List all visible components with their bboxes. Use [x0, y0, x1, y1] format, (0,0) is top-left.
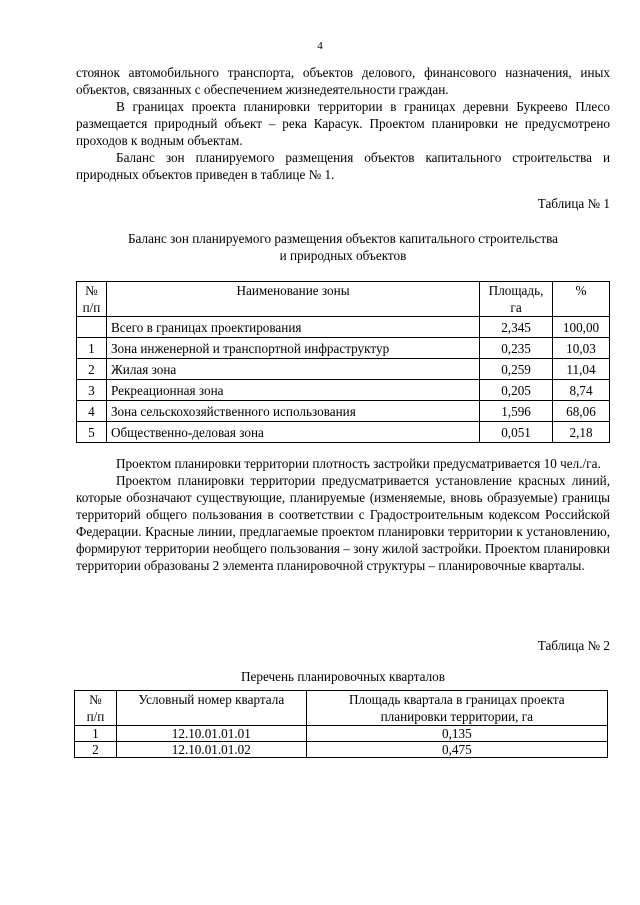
cell-percent: 100,00: [553, 317, 610, 338]
table-row: [77, 317, 610, 338]
table-row: [75, 726, 608, 742]
cell-area: 0,259: [480, 359, 553, 380]
header-percent: %: [553, 282, 610, 317]
table1-title-line: и природных объектов: [279, 248, 407, 263]
header-quarter-code: Условный номер квартала: [116, 691, 306, 726]
cell-area: 0,205: [480, 380, 553, 401]
table-row: [75, 742, 608, 758]
cell-area: 0,235: [480, 338, 553, 359]
table1-title-line: Баланс зон планируемого размещения объектов капитального строительства: [127, 231, 559, 246]
paragraph: Проектом планировки территории плотность застройки предусматривается 10 чел./га.: [116, 456, 601, 471]
cell-num: 1: [75, 726, 117, 742]
cell-zone-name: Жилая зона: [106, 359, 479, 380]
header-quarter-area: Площадь квартала в границах проекта планировки территории, га: [306, 691, 607, 726]
table-header-row: [75, 691, 608, 726]
body-text-mid: [76, 455, 610, 574]
cell-quarter-code: 12.10.01.01.01: [116, 726, 306, 742]
table-row: [77, 401, 610, 422]
body-text-top: [76, 64, 610, 183]
cell-quarter-area: 0,475: [306, 742, 607, 758]
cell-num: [77, 317, 107, 338]
header-num: № п/п: [75, 691, 117, 726]
paragraph: В границах проекта планировки территории в границах деревни Букреево Плесо размещается природный объект – река Карасук. Проектом планировки не предусмотрено проходов к водным объектам.: [76, 99, 610, 148]
cell-num: 1: [77, 338, 107, 359]
table1-caption: Таблица № 1: [537, 196, 610, 211]
paragraph: стоянок автомобильного транспорта, объектов делового, финансового назначения, иных объектов, связанных с обеспечением жизнедеятельности граждан.: [76, 65, 610, 97]
table-row: [77, 422, 610, 443]
cell-num: 3: [77, 380, 107, 401]
cell-percent: 8,74: [553, 380, 610, 401]
cell-percent: 11,04: [553, 359, 610, 380]
table2-title: Перечень планировочных кварталов: [241, 669, 445, 684]
cell-percent: 10,03: [553, 338, 610, 359]
cell-zone-name: Всего в границах проектирования: [106, 317, 479, 338]
paragraph: Баланс зон планируемого размещения объектов капитального строительства и природных объектов приведен в таблице № 1.: [76, 150, 610, 182]
table-header-row: [77, 282, 610, 317]
cell-zone-name: Зона сельскохозяйственного использования: [106, 401, 479, 422]
cell-num: 4: [77, 401, 107, 422]
table-row: [77, 380, 610, 401]
cell-quarter-area: 0,135: [306, 726, 607, 742]
cell-area: 0,051: [480, 422, 553, 443]
page-number: 4: [317, 40, 323, 52]
cell-num: 5: [77, 422, 107, 443]
cell-area: 1,596: [480, 401, 553, 422]
header-zone-name: Наименование зоны: [106, 282, 479, 317]
cell-percent: 68,06: [553, 401, 610, 422]
cell-zone-name: Зона инженерной и транспортной инфраструктур: [106, 338, 479, 359]
header-num: № п/п: [77, 282, 107, 317]
cell-area: 2,345: [480, 317, 553, 338]
cell-num: 2: [75, 742, 117, 758]
table-row: [77, 359, 610, 380]
cell-zone-name: Рекреационная зона: [106, 380, 479, 401]
cell-percent: 2,18: [553, 422, 610, 443]
quarters-table: [74, 690, 608, 758]
cell-zone-name: Общественно-деловая зона: [106, 422, 479, 443]
zone-balance-table: [76, 281, 610, 443]
header-area: Площадь, га: [480, 282, 553, 317]
cell-num: 2: [77, 359, 107, 380]
cell-quarter-code: 12.10.01.01.02: [116, 742, 306, 758]
table-row: [77, 338, 610, 359]
table2-caption: Таблица № 2: [537, 638, 610, 653]
paragraph: Проектом планировки территории предусматривается установление красных линий, которые обозначают существующие, планируемые (изменяемые, вновь образуемые) границы территорий общего пользования в соответствии с Градостроительным кодексом Российской Федерации. Красные линии, предлагаемые проектом планировки территории к установлению, формируют территории необщего пользования – зону жилой застройки. Проектом планировки территории образованы 2 элемента планировочной структуры – планировочные кварталы.: [76, 473, 610, 573]
table1-title: [76, 230, 610, 264]
